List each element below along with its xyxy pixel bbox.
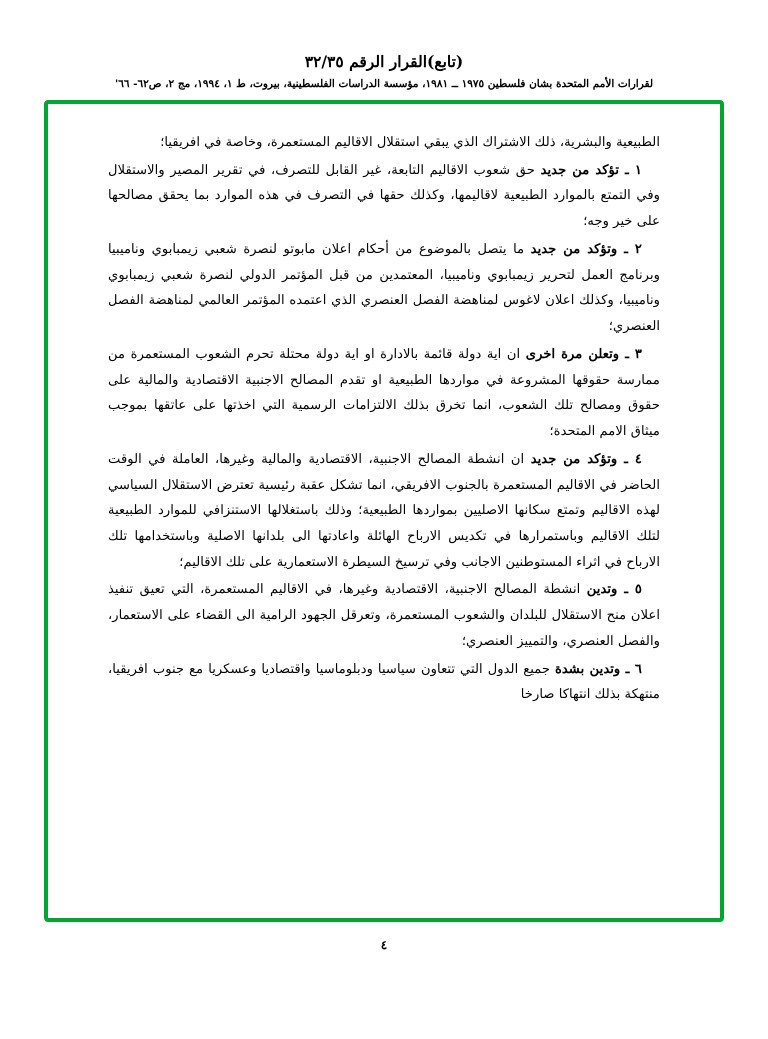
paragraph-text: ما يتصل بالموضوع من أحكام اعلان مابوتو لنصرة شعبي زيمبابوي وناميبيا وبرنامج العمل لتحرير زيمبابوي وناميبيا، المعتمدين من قبل المؤتمر الدولي لنصرة شعبي زيمبابوي وناميبيا، وكذلك اعلان لاغوس لمناهضة الفصل العنصري الذي اعتمده المؤتمر العالمي لمناهضة الفصل العنصري؛ — [108, 241, 660, 335]
paragraph-lead: ٢ ـ وتؤكد من جديد — [530, 241, 642, 257]
page-header — [44, 52, 724, 90]
paragraph-lead: ٣ ـ وتعلن مرة اخرى — [525, 346, 642, 362]
paragraph-lead: ١ ـ تؤكد من جديد — [540, 162, 643, 178]
paragraph-lead: ٥ ـ وتدين — [586, 582, 643, 598]
paragraph-text: الطبيعية والبشرية، ذلك الاشتراك الذي يبقي استقلال الاقاليم المستعمرة، وخاصة في افريقيا؛ — [160, 135, 660, 150]
paragraph — [108, 158, 660, 235]
paragraph — [108, 342, 660, 445]
paragraph-text: انشطة المصالح الاجنبية، الاقتصادية وغيرها، في الاقاليم المستعمرة، التي تعيق تنفيذ اعلان منح الاستقلال للبلدان والشعوب المستعمرة، وتعرقل الجهود الرامية الى القضاء على الاستعمار، والفصل العنصري، والتمييز العنصري؛ — [108, 582, 660, 649]
paragraph — [108, 130, 660, 156]
paragraph — [108, 657, 660, 708]
paragraph — [108, 447, 660, 576]
paragraph-text: جميع الدول التي تتعاون سياسيا ودبلوماسيا واقتصاديا وعسكريا مع جنوب افريقيا، منتهكة بذلك انتهاكا صارخا — [108, 661, 660, 703]
paragraph-text: ان انشطة المصالح الاجنبية، الاقتصادية والمالية وغيرها، العاملة في الوقت الحاضر في الاقاليم المستعمرة بالجنوب الافريقي، انما تشكل عقبة رئيسية تعترض الاستقلال السياسي لهذه الاقاليم وتمتع سكانها الاصليين بمواردها الطبيعية؛ وذلك باستغلالها الاستنزافي للموارد الطبيعية لتلك الاقاليم وباستمرارها في تكديس الارباح الهائلة واعادتها الى بلدانها الاصلية وباستخدامها تلك الارباح في اثراء المستوطنين الاجانب وفي ترسيخ السيطرة الاستعمارية على تلك الاقاليم؛ — [108, 451, 660, 570]
paragraph — [108, 577, 660, 654]
paragraph-lead: ٤ ـ وتؤكد من جديد — [530, 451, 642, 467]
header-source-note: لقرارات الأمم المتحدة بشان فلسطين ١٩٧٥ ــ ١٩٨١، مؤسسة الدراسات الفلسطينية، بيروت، ط ١، ١٩٩٤، مج ٢، ص٦٢- ٦٦' — [114, 78, 654, 90]
page-number: ٤ — [380, 938, 388, 952]
paragraph-text: ان اية دولة قائمة بالادارة او اية دولة محتلة تحرم الشعوب المستعمرة من ممارسة حقوقها المشروعة في مواردها الطبيعية او تقدم المصالح الاجنبية الاقتصادية والمالية على حقوق ومصالح تلك الشعوب، انما تخرق بذلك الالتزامات الرسمية التي اخذتها على عاتقها بموجب ميثاق الامم المتحدة؛ — [108, 346, 660, 440]
paragraph-lead: ٦ ـ وتدين بشدة — [554, 661, 642, 677]
header-title: (تابع)القرار الرقم ٣٢/٣٥ — [304, 52, 464, 71]
content-frame — [44, 100, 724, 922]
paragraph-text: حق شعوب الاقاليم التابعة، غير القابل للتصرف، في تقرير المصير والاستقلال وفي التمتع بالموارد الطبيعية لاقاليمها، وكذلك حقها في التصرف في هذه الموارد بما يحقق مصالحها على خير وجه؛ — [108, 162, 660, 230]
paragraph — [108, 237, 660, 340]
document-body — [108, 130, 660, 708]
